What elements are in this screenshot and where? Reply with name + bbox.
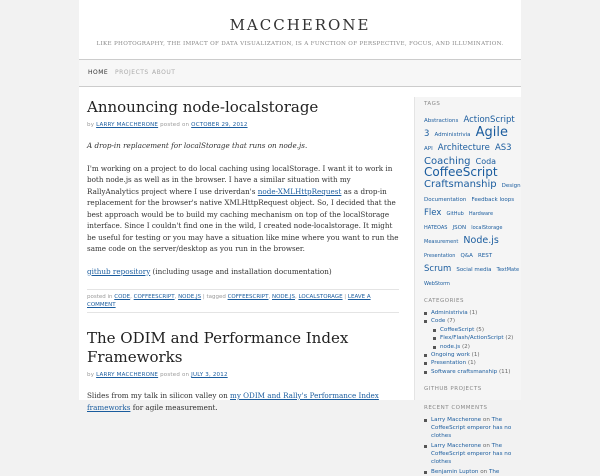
tag-cloud-link[interactable]: Scrum (424, 264, 452, 274)
tag-cloud-link[interactable]: Abstractions (424, 118, 459, 124)
category-link[interactable]: Administrivia (431, 310, 468, 316)
tag-cloud (424, 112, 521, 289)
site-title[interactable]: MACCHERONE (229, 16, 371, 34)
category-count: (1) (471, 352, 480, 359)
categories-list (424, 309, 521, 376)
odim-slides-link[interactable]: my ODIM and Rally's Performance Index frameworks (87, 391, 379, 412)
category-count: (2) (462, 343, 470, 350)
category-link[interactable]: NODE.JS (178, 294, 202, 300)
category-count: (5) (476, 326, 485, 333)
tag-cloud-link[interactable]: GitHub (446, 211, 464, 217)
category-link[interactable]: CODE (114, 294, 131, 300)
main-nav (79, 59, 521, 87)
categories-widget-title: CATEGORIES (424, 298, 465, 304)
category-link[interactable]: Software craftsmanship (431, 368, 498, 375)
tag-cloud-link[interactable]: Coaching (424, 156, 471, 167)
category-item (424, 359, 521, 367)
comment-author-link[interactable]: Benjamin Lupton (431, 469, 479, 476)
github-repository-link[interactable]: github repository (87, 266, 151, 276)
recent-comments-title: RECENT COMMENTS (424, 405, 488, 412)
category-link[interactable]: Ongoing work (431, 352, 470, 359)
tag-cloud-link[interactable]: Documentation (424, 197, 467, 203)
page-wrapper (79, 0, 521, 476)
tag-link[interactable]: COFFEESCRIPT (227, 294, 269, 300)
post-node-localstorage (87, 98, 399, 313)
tag-cloud-link[interactable]: Craftsmanship (424, 179, 497, 190)
category-count: (11) (499, 368, 511, 375)
comment-author-link[interactable]: Larry Maccherone (431, 443, 482, 450)
post-meta: by LARRY MACCHERONE posted on OCTOBER 29, 2012 (87, 122, 248, 128)
tag-link[interactable]: LOCALSTORAGE (298, 294, 343, 300)
tag-cloud-link[interactable]: HATEOAS (424, 225, 448, 231)
tag-cloud-link[interactable]: Hardware (468, 211, 494, 217)
recent-comment: Benjamin Lupton on The (424, 468, 521, 476)
tag-cloud-link[interactable]: localStorage (471, 225, 503, 231)
site-description: LIKE PHOTOGRAPHY, THE IMPACT OF DATA VISUALIZATION, IS A FUNCTION OF PERSPECTIVE, FOCUS, AND ILLUMINATION. (96, 41, 504, 47)
main-content (87, 98, 399, 413)
tag-cloud-link[interactable]: TextMate (496, 267, 520, 273)
author-link[interactable]: LARRY MACCHERONE (96, 122, 159, 128)
category-item (424, 317, 521, 325)
tag-link[interactable]: NODE.JS (271, 294, 295, 300)
node-xmlhttprequest-link[interactable]: node-XMLHttpRequest (257, 186, 342, 196)
tag-cloud-link[interactable]: Measurement (424, 239, 459, 245)
tag-cloud-link[interactable]: Agile (475, 125, 509, 140)
github-widget-title: GITHUB PROJECTS (424, 386, 482, 393)
recent-comment: Larry Maccherone on The CoffeeScript emperor has no clothes (424, 416, 521, 440)
leave-comment-link[interactable]: LEAVE A COMMENT (87, 294, 371, 308)
tag-cloud-link[interactable]: Architecture (437, 143, 490, 153)
post-title[interactable]: Announcing node-localstorage (87, 98, 319, 116)
tag-cloud-link[interactable]: ActionScript 3 (424, 115, 515, 139)
tags-widget-title: TAGS (424, 101, 441, 107)
tag-cloud-link[interactable]: CoffeeScript (424, 165, 498, 179)
tag-cloud-link[interactable]: Node.js (463, 235, 499, 246)
tag-cloud-link[interactable]: Coda (475, 157, 497, 166)
category-item (424, 368, 521, 376)
tag-cloud-link[interactable]: JSON (452, 225, 467, 231)
post-intro: A drop-in replacement for localStorage that runs on node.js. (87, 141, 308, 150)
category-link[interactable]: COFFEESCRIPT (133, 294, 175, 300)
tag-cloud-link[interactable]: API (424, 146, 433, 152)
tag-cloud-link[interactable]: Administrivia (434, 132, 471, 138)
category-item (424, 351, 521, 359)
category-item (433, 334, 521, 342)
nav-projects[interactable]: PROJECTS (115, 69, 149, 76)
author-link[interactable]: LARRY MACCHERONE (96, 372, 159, 378)
category-item (433, 343, 521, 351)
comment-post-link[interactable]: The CoffeeScript emperor has no clothes (431, 443, 512, 466)
category-count: (7) (447, 318, 456, 325)
comment-post-link[interactable]: The CoffeeScript emperor has no clothes (431, 417, 512, 440)
comment-post-link[interactable]: The (488, 469, 500, 476)
tag-cloud-link[interactable]: AS3 (494, 143, 512, 153)
sidebar (414, 97, 521, 476)
nav-home[interactable]: HOME (88, 69, 109, 76)
tag-cloud-link[interactable]: Presentation (424, 253, 456, 259)
category-link[interactable]: CoffeeScript (440, 326, 475, 333)
category-item (433, 326, 521, 334)
tag-cloud-link[interactable]: REST (477, 253, 493, 259)
post-title[interactable]: The ODIM and Performance Index Frameworks (87, 329, 349, 366)
category-item (424, 309, 521, 317)
nav-about[interactable]: ABOUT (152, 69, 176, 76)
post-github: github repository (including usage and installation documentation) (87, 266, 332, 276)
post-date-link[interactable]: JULY 3, 2012 (191, 372, 228, 378)
post-odim (87, 329, 399, 413)
tag-cloud-link[interactable]: Social media (456, 267, 492, 273)
category-count: (1) (467, 360, 476, 367)
category-link[interactable]: Flex/Flash/ActionScript (440, 335, 504, 342)
category-count: (1) (469, 310, 478, 316)
category-count: (2) (505, 335, 514, 342)
post-date-link[interactable]: OCTOBER 29, 2012 (191, 122, 248, 128)
recent-comment: Larry Maccherone on The CoffeeScript emperor has no clothes (424, 442, 521, 466)
category-link[interactable]: Code (431, 318, 446, 325)
tag-cloud-link[interactable]: WebStorm (424, 281, 450, 287)
post-meta: by LARRY MACCHERONE posted on JULY 3, 2012 (87, 372, 228, 378)
post-body: I'm working on a project to do local caching using localStorage. I want it to work in both node.js as well as in the browser. I have a similar situation with my RallyAnalytics project where I use driverdan's node-XMLHttpRequest as a drop-in replacement for the browser's native XMLHttpRequest object. So, I decided that the best approach would be to build my caching mechanism on top of the localStorage interface. Since I couldn't find one in the wild, I created node-localstorage. It might be useful for testing or you may have a situation like mine where you want to run the same code on the server/desktop as you run in the browser. (87, 163, 399, 253)
tag-cloud-link[interactable]: Feedback loops (471, 197, 515, 203)
post-body: Slides from my talk in silicon valley on my ODIM and Rally's Performance Index frameworks for agile measurement. (87, 391, 379, 412)
comment-author-link[interactable]: Larry Maccherone (431, 417, 482, 424)
category-link[interactable]: node.js (440, 343, 461, 350)
tag-cloud-link[interactable]: Flex (424, 208, 442, 218)
recent-comments-list (424, 416, 521, 476)
tag-cloud-link[interactable]: Q&A (460, 253, 473, 259)
tag-cloud-link[interactable]: Design (501, 183, 521, 189)
category-link[interactable]: Presentation (431, 360, 467, 367)
post-footer: posted in CODE, COFFEESCRIPT, NODE.JS | tagged COFFEESCRIPT, NODE.JS, LOCALSTORAGE | LEAVE A COMMENT (87, 289, 399, 313)
